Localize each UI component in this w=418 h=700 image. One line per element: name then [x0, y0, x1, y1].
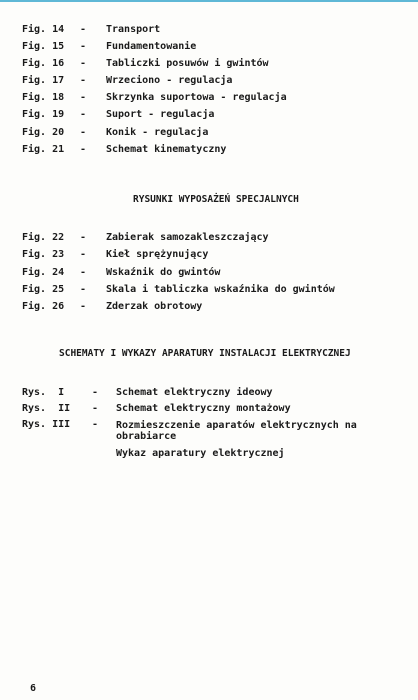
dash: -	[80, 232, 87, 243]
figure-title: Konik - regulacja	[106, 126, 209, 138]
figure-number: Fig. 22	[22, 232, 65, 243]
figure-number: Fig. 23	[22, 249, 65, 261]
rys-number: Rys. II	[22, 403, 71, 414]
list-item	[22, 298, 335, 315]
list-item	[22, 38, 287, 55]
figure-title: Skala i tabliczka wskaźnika do gwintów	[106, 283, 335, 295]
figure-title: Kieł sprężynujący	[106, 249, 209, 261]
dash: -	[80, 75, 87, 87]
figure-title: Transport	[106, 24, 161, 35]
section-heading-special: RYSUNKI WYPOSAŻEŃ SPECJALNYCH	[133, 194, 299, 205]
figure-title: Zderzak obrotowy	[106, 301, 203, 313]
figure-list-main	[22, 21, 287, 158]
figure-title: Wskaźnik do gwintów	[106, 266, 221, 278]
figure-number: Fig. 26	[22, 301, 65, 313]
dash: -	[80, 24, 87, 35]
dash: -	[92, 387, 99, 398]
figure-number: Fig. 17	[22, 75, 65, 87]
figure-title: Skrzynka suportowa - regulacja	[106, 92, 287, 104]
dash: -	[80, 283, 87, 295]
list-item	[22, 141, 287, 158]
list-item	[22, 417, 396, 447]
figure-number: Fig. 25	[22, 283, 65, 295]
list-item	[22, 21, 287, 38]
rys-number: Rys. I	[22, 387, 65, 398]
list-item	[22, 106, 287, 123]
dash: -	[80, 126, 87, 138]
list-item	[22, 55, 287, 72]
list-item	[22, 264, 335, 281]
list-item	[22, 72, 287, 89]
list-item	[22, 229, 335, 246]
list-item	[22, 385, 396, 401]
figure-number: Fig. 24	[22, 266, 65, 278]
list-item	[22, 246, 335, 263]
figure-number: Fig. 19	[22, 109, 65, 121]
figure-title: Wrzeciono - regulacja	[106, 75, 233, 87]
figure-number: Fig. 18	[22, 92, 65, 104]
dash: -	[80, 249, 87, 261]
rys-title: Schemat elektryczny ideowy	[116, 387, 273, 398]
dash: -	[92, 419, 99, 430]
figure-list-special	[22, 229, 335, 315]
figure-number: Fig. 16	[22, 58, 65, 70]
list-item	[22, 89, 287, 106]
rys-number: Rys. III	[22, 419, 71, 430]
equipment-list-line: Wykaz aparatury elektrycznej	[116, 448, 285, 459]
dash: -	[80, 143, 87, 155]
list-item	[22, 124, 287, 141]
list-item	[22, 401, 396, 417]
figure-number: Fig. 14	[22, 24, 65, 35]
figure-title: Tabliczki posuwów i gwintów	[106, 58, 269, 70]
list-item	[22, 281, 335, 298]
figure-title: Suport - regulacja	[106, 109, 215, 121]
figure-number: Fig. 21	[22, 143, 65, 155]
rys-title: Rozmieszczenie aparatów elektrycznych na obrabiarce	[116, 420, 357, 442]
dash: -	[80, 41, 87, 53]
figure-title: Zabierak samozakleszczający	[106, 232, 269, 243]
figure-title: Fundamentowanie	[106, 41, 197, 53]
dash: -	[80, 58, 87, 70]
dash: -	[92, 403, 99, 414]
figure-title: Schemat kinematyczny	[106, 143, 227, 155]
figure-number: Fig. 15	[22, 41, 65, 53]
page-number: 6	[30, 683, 37, 694]
rys-list	[22, 385, 396, 447]
dash: -	[80, 301, 87, 313]
rys-title: Schemat elektryczny montażowy	[116, 403, 291, 414]
dash: -	[80, 92, 87, 104]
dash: -	[80, 266, 87, 278]
figure-number: Fig. 20	[22, 126, 65, 138]
scan-edge-line	[0, 0, 418, 2]
dash: -	[80, 109, 87, 121]
section-heading-electrical: SCHEMATY I WYKAZY APARATURY INSTALACJI ELEKTRYCZNEJ	[59, 348, 351, 359]
